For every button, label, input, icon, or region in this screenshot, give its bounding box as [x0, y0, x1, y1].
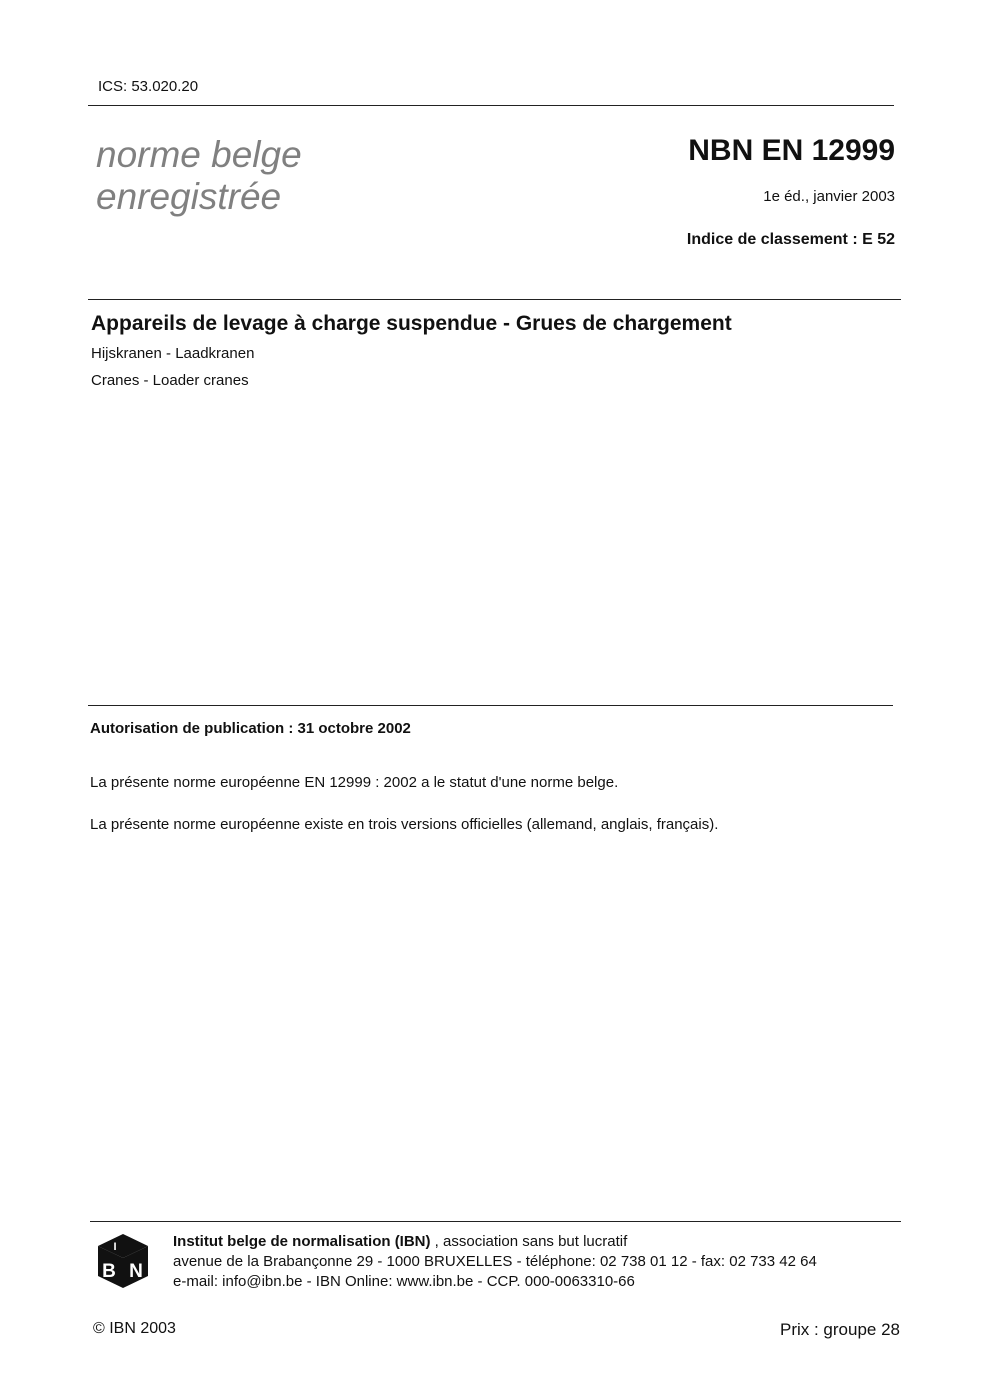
svg-text:B: B: [102, 1261, 116, 1282]
institute-contact: e-mail: info@ibn.be - IBN Online: www.ibn.be - CCP. 000-0063310-66: [173, 1273, 635, 1290]
versions-paragraph: La présente norme européenne existe en trois versions officielles (allemand, anglais, français).: [90, 816, 719, 833]
title-top-rule: [88, 299, 901, 300]
svg-text:N: N: [129, 1261, 143, 1282]
header-top-rule: [88, 105, 894, 106]
svg-text:I: I: [113, 1241, 117, 1253]
standard-number: NBN EN 12999: [688, 134, 895, 167]
ibn-logo-icon: [96, 1232, 150, 1290]
edition-date: 1e éd., janvier 2003: [763, 188, 895, 205]
status-paragraph: La présente norme européenne EN 12999 : 2002 a le statut d'une norme belge.: [90, 774, 619, 791]
footer-top-rule: [90, 1221, 901, 1222]
classification-index: Indice de classement : E 52: [686, 231, 895, 248]
norme-label: [96, 134, 302, 218]
body-top-rule: [88, 705, 893, 706]
norme-label-line1: norme belge: [96, 134, 302, 175]
norme-label-line2: enregistrée: [96, 176, 282, 217]
ics-code: ICS: 53.020.20: [98, 78, 199, 95]
institute-suffix: , association sans but lucratif: [430, 1233, 628, 1250]
institute-line: [173, 1232, 817, 1252]
title-french: Appareils de levage à charge suspendue - Grues de chargement: [91, 312, 732, 335]
title-english: Cranes - Loader cranes: [91, 372, 249, 389]
copyright: © IBN 2003: [93, 1320, 176, 1337]
institute-address: avenue de la Brabançonne 29 - 1000 BRUXELLES - téléphone: 02 738 01 12 - fax: 02 733 42 64: [173, 1253, 817, 1270]
institute-name: Institut belge de normalisation (IBN): [173, 1233, 431, 1250]
institute-info: [173, 1232, 817, 1292]
title-dutch: Hijskranen - Laadkranen: [91, 345, 255, 362]
price-group: Prix : groupe 28: [779, 1320, 900, 1339]
publication-authorisation: Autorisation de publication : 31 octobre 2002: [90, 720, 411, 737]
